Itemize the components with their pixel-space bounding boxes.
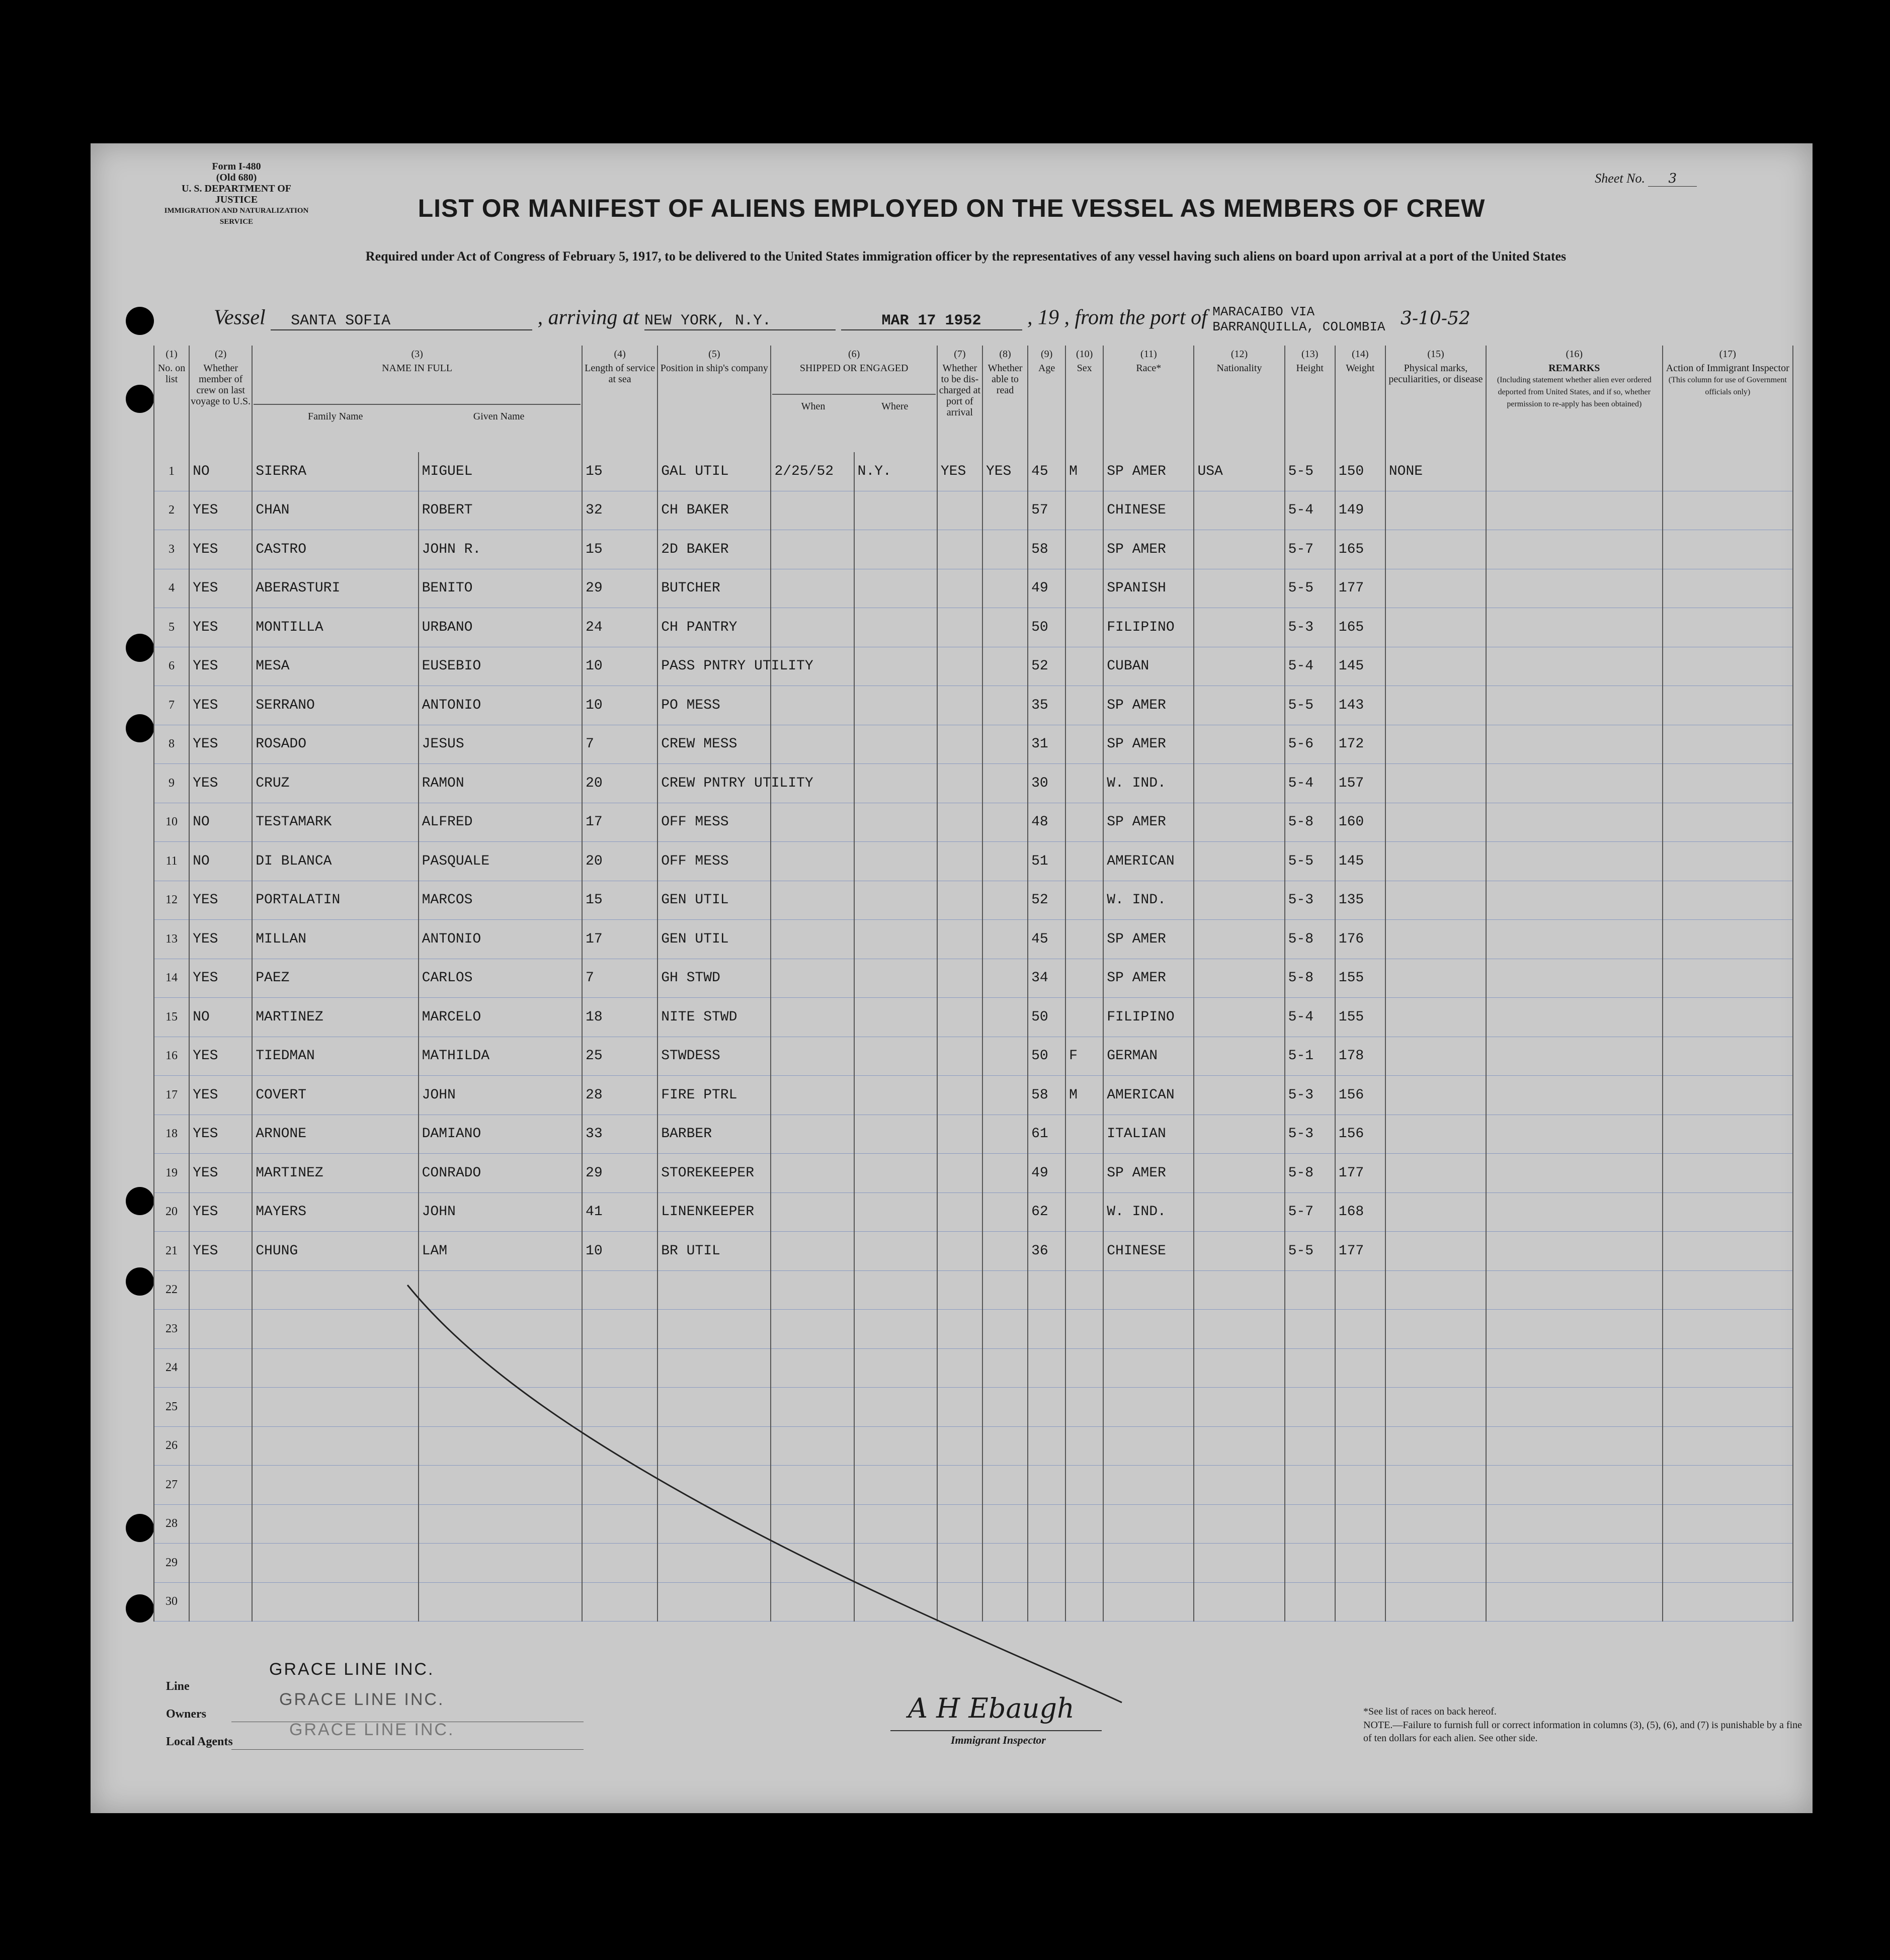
cell-length-of-service: 29 — [582, 1154, 658, 1193]
local-agents-label: Local Agents — [166, 1735, 233, 1748]
page-title: LIST OR MANIFEST OF ALIENS EMPLOYED ON THE VESSEL AS MEMBERS OF CREW — [418, 194, 1486, 222]
cell-position: BUTCHER — [658, 569, 771, 608]
cell-position: FIRE PTRL — [658, 1076, 771, 1115]
cell-list-number: 21 — [154, 1232, 189, 1271]
cell-family-name: MESA — [252, 647, 418, 686]
cell-given-name: MARCOS — [419, 881, 582, 920]
cell-list-number: 25 — [154, 1388, 189, 1427]
page-subtitle: Required under Act of Congress of February 5, 1917, to be delivered to the United States immigration officer by the representatives of any vessel having such aliens on board upon arrival at a port of the United States — [365, 249, 1567, 264]
cell-position: 2D BAKER — [658, 530, 771, 569]
cell-list-number: 15 — [154, 998, 189, 1037]
cell-nationality: USA — [1194, 452, 1284, 491]
header-height: (13) Height — [1285, 346, 1335, 452]
cell-position: LINENKEEPER — [658, 1192, 771, 1232]
cell-previous-voyage: YES — [189, 1232, 252, 1271]
cell-given-name: LAM — [419, 1232, 582, 1271]
cell-age: 48 — [1028, 803, 1065, 842]
cell-height: 5-5 — [1285, 686, 1335, 725]
cell-given-name: CARLOS — [419, 959, 582, 998]
cell-family-name: MILLAN — [252, 920, 418, 959]
cell-length-of-service: 7 — [582, 725, 658, 764]
cell-given-name: ROBERT — [419, 491, 582, 530]
header-discharged: (7) Whether to be dis-charged at port of arrival — [937, 346, 982, 452]
cell-race: SP AMER — [1103, 686, 1194, 725]
cell-previous-voyage: YES — [189, 959, 252, 998]
header-weight: (14) Weight — [1335, 346, 1385, 452]
cell-previous-voyage: YES — [189, 920, 252, 959]
cell-family-name: SERRANO — [252, 686, 418, 725]
cell-height: 5-5 — [1285, 452, 1335, 491]
cell-height: 5-1 — [1285, 1037, 1335, 1076]
cell-race: CHINESE — [1103, 1232, 1194, 1271]
cell-race: ITALIAN — [1103, 1115, 1194, 1154]
cell-list-number: 12 — [154, 881, 189, 920]
header-given-name: Given Name — [473, 411, 525, 422]
cell-length-of-service: 41 — [582, 1192, 658, 1232]
cell-weight: 177 — [1335, 1232, 1385, 1271]
cell-given-name: JOHN — [419, 1076, 582, 1115]
cell-position: GH STWD — [658, 959, 771, 998]
cell-position: STOREKEEPER — [658, 1154, 771, 1193]
cell-family-name: MARTINEZ — [252, 998, 418, 1037]
cell-given-name: MATHILDA — [419, 1037, 582, 1076]
cell-family-name: SIERRA — [252, 452, 418, 491]
cell-height: 5-4 — [1285, 647, 1335, 686]
cell-previous-voyage: NO — [189, 842, 252, 881]
header-inspector-action: (17) Action of Immigrant Inspector (This column for use of Government officials only) — [1663, 346, 1793, 452]
cell-position: OFF MESS — [658, 842, 771, 881]
cell-length-of-service: 20 — [582, 842, 658, 881]
cell-previous-voyage: YES — [189, 1076, 252, 1115]
cell-race: SP AMER — [1103, 1154, 1194, 1193]
header-where: Where — [881, 401, 909, 412]
cell-family-name: TIEDMAN — [252, 1037, 418, 1076]
cell-weight: 160 — [1335, 803, 1385, 842]
cell-family-name: DI BLANCA — [252, 842, 418, 881]
cell-sex: M — [1065, 1076, 1103, 1115]
cell-position: CREW MESS — [658, 725, 771, 764]
cell-family-name: COVERT — [252, 1076, 418, 1115]
cell-race: SP AMER — [1103, 959, 1194, 998]
signature-underline — [890, 1730, 1102, 1731]
cell-list-number: 16 — [154, 1037, 189, 1076]
cell-given-name: RAMON — [419, 764, 582, 803]
cell-family-name: TESTAMARK — [252, 803, 418, 842]
cell-family-name: CHAN — [252, 491, 418, 530]
header-nationality: (12) Nationality — [1194, 346, 1284, 452]
cell-physical-marks: NONE — [1385, 452, 1486, 491]
cell-race: SP AMER — [1103, 803, 1194, 842]
agents-underline — [231, 1749, 584, 1750]
cell-list-number: 10 — [154, 803, 189, 842]
cell-list-number: 3 — [154, 530, 189, 569]
cell-length-of-service: 10 — [582, 686, 658, 725]
cell-family-name: CASTRO — [252, 530, 418, 569]
cell-weight: 178 — [1335, 1037, 1385, 1076]
cell-shipped-when: 2/25/52 — [771, 452, 854, 491]
cell-previous-voyage: YES — [189, 1154, 252, 1193]
cell-previous-voyage: NO — [189, 452, 252, 491]
cell-age: 50 — [1028, 1037, 1065, 1076]
cell-list-number: 30 — [154, 1582, 189, 1622]
cell-race: W. IND. — [1103, 1192, 1194, 1232]
cell-list-number: 29 — [154, 1544, 189, 1583]
cell-height: 5-5 — [1285, 569, 1335, 608]
cell-length-of-service: 17 — [582, 920, 658, 959]
header-shipped-or-engaged: (6) SHIPPED OR ENGAGED When Where — [771, 346, 937, 452]
header-previous-voyage: (2) Whether member of crew on last voyage to U.S. — [189, 346, 252, 452]
cell-given-name: BENITO — [419, 569, 582, 608]
cell-family-name: MARTINEZ — [252, 1154, 418, 1193]
cell-age: 49 — [1028, 1154, 1065, 1193]
cell-age: 45 — [1028, 920, 1065, 959]
cell-discharged: YES — [937, 452, 982, 491]
cell-weight: 150 — [1335, 452, 1385, 491]
cell-age: 58 — [1028, 1076, 1065, 1115]
cell-position: CH PANTRY — [658, 608, 771, 647]
year-label: , 19 — [1027, 306, 1059, 329]
cell-weight: 157 — [1335, 764, 1385, 803]
cell-previous-voyage: YES — [189, 530, 252, 569]
cell-weight: 177 — [1335, 569, 1385, 608]
cell-given-name: JESUS — [419, 725, 582, 764]
cell-given-name: CONRADO — [419, 1154, 582, 1193]
cell-age: 61 — [1028, 1115, 1065, 1154]
cell-weight: 177 — [1335, 1154, 1385, 1193]
vessel-name: SANTA SOFIA — [271, 312, 532, 330]
cell-height: 5-7 — [1285, 1192, 1335, 1232]
cell-length-of-service: 24 — [582, 608, 658, 647]
arrival-date: MAR 17 1952 — [841, 312, 1022, 330]
cell-age: 50 — [1028, 608, 1065, 647]
cell-list-number: 17 — [154, 1076, 189, 1115]
cell-length-of-service: 15 — [582, 452, 658, 491]
cell-race: SP AMER — [1103, 530, 1194, 569]
header-sex: (10) Sex — [1065, 346, 1103, 452]
cell-length-of-service: 25 — [582, 1037, 658, 1076]
cell-family-name: ABERASTURI — [252, 569, 418, 608]
cell-family-name: CRUZ — [252, 764, 418, 803]
penalty-note: NOTE.—Failure to furnish full or correct information in columns (3), (5), (6), and (7) is punishable by a fine of ten dollars for each alien. See other side. — [1363, 1720, 1802, 1744]
cell-age: 58 — [1028, 530, 1065, 569]
cell-height: 5-8 — [1285, 920, 1335, 959]
cell-length-of-service: 17 — [582, 803, 658, 842]
departure-port-line2: BARRANQUILLA, COLOMBIA — [1212, 319, 1385, 334]
cell-position: PASS PNTRY UTILITY — [658, 647, 771, 686]
cell-weight: 135 — [1335, 881, 1385, 920]
cell-position: CREW PNTRY UTILITY — [658, 764, 771, 803]
cell-age: 52 — [1028, 647, 1065, 686]
header-name-in-full: (3) NAME IN FULL Family Name Given Name — [252, 346, 582, 452]
cell-family-name: ARNONE — [252, 1115, 418, 1154]
cell-age: 35 — [1028, 686, 1065, 725]
vessel-label: Vessel — [214, 306, 266, 329]
manifest-sheet — [91, 143, 1813, 1813]
cell-weight: 149 — [1335, 491, 1385, 530]
cell-previous-voyage: YES — [189, 569, 252, 608]
cell-age: 31 — [1028, 725, 1065, 764]
cell-race: SP AMER — [1103, 452, 1194, 491]
cell-list-number: 20 — [154, 1192, 189, 1232]
cell-shipped-where: N.Y. — [854, 452, 937, 491]
cell-height: 5-4 — [1285, 491, 1335, 530]
departure-port-line1: MARACAIBO VIA — [1212, 304, 1315, 319]
service-name: IMMIGRATION AND NATURALIZATION SERVICE — [164, 207, 309, 226]
cell-length-of-service: 29 — [582, 569, 658, 608]
cell-list-number: 4 — [154, 569, 189, 608]
cell-list-number: 8 — [154, 725, 189, 764]
cell-age: 30 — [1028, 764, 1065, 803]
cell-list-number: 1 — [154, 452, 189, 491]
header-list-number: (1) No. on list — [154, 346, 189, 452]
header-physical-marks: (15) Physical marks, peculiarities, or disease — [1385, 346, 1486, 452]
inspector-signature: A H Ebaugh — [908, 1692, 1075, 1724]
form-number: Form I-480 — [212, 161, 261, 172]
cell-age: 51 — [1028, 842, 1065, 881]
cell-age: 45 — [1028, 452, 1065, 491]
cell-given-name: EUSEBIO — [419, 647, 582, 686]
cell-list-number: 2 — [154, 491, 189, 530]
cell-race: W. IND. — [1103, 881, 1194, 920]
cell-length-of-service: 33 — [582, 1115, 658, 1154]
cell-list-number: 26 — [154, 1426, 189, 1466]
header-length-of-service: (4) Length of service at sea — [582, 346, 658, 452]
arriving-label: , arriving at — [537, 306, 639, 329]
cell-race: SP AMER — [1103, 920, 1194, 959]
cell-race: GERMAN — [1103, 1037, 1194, 1076]
cell-previous-voyage: YES — [189, 647, 252, 686]
cell-given-name: DAMIANO — [419, 1115, 582, 1154]
cell-previous-voyage: YES — [189, 1037, 252, 1076]
cell-family-name: CHUNG — [252, 1232, 418, 1271]
cell-list-number: 27 — [154, 1466, 189, 1505]
header-remarks: (16) REMARKS (Including statement whether alien ever ordered deported from United States, and if so, whether permission to re-apply has been obtained) — [1486, 346, 1662, 452]
cell-race: FILIPINO — [1103, 608, 1194, 647]
cell-height: 5-5 — [1285, 842, 1335, 881]
cell-position: PO MESS — [658, 686, 771, 725]
cell-race: FILIPINO — [1103, 998, 1194, 1037]
cell-given-name: URBANO — [419, 608, 582, 647]
cell-family-name: ROSADO — [252, 725, 418, 764]
cell-previous-voyage: NO — [189, 998, 252, 1037]
cell-weight: 155 — [1335, 998, 1385, 1037]
cell-weight: 156 — [1335, 1115, 1385, 1154]
cell-position: CH BAKER — [658, 491, 771, 530]
cell-position: STWDESS — [658, 1037, 771, 1076]
cell-length-of-service: 15 — [582, 530, 658, 569]
cell-position: NITE STWD — [658, 998, 771, 1037]
cell-weight: 176 — [1335, 920, 1385, 959]
cell-age: 62 — [1028, 1192, 1065, 1232]
cell-age: 50 — [1028, 998, 1065, 1037]
cell-height: 5-8 — [1285, 803, 1335, 842]
cell-weight: 143 — [1335, 686, 1385, 725]
cell-list-number: 13 — [154, 920, 189, 959]
cell-previous-voyage: YES — [189, 725, 252, 764]
cell-race: W. IND. — [1103, 764, 1194, 803]
cell-previous-voyage: YES — [189, 1115, 252, 1154]
cell-length-of-service: 15 — [582, 881, 658, 920]
cell-list-number: 22 — [154, 1270, 189, 1310]
cell-position: BR UTIL — [658, 1232, 771, 1271]
cell-weight: 168 — [1335, 1192, 1385, 1232]
cell-age: 57 — [1028, 491, 1065, 530]
cell-position: BARBER — [658, 1115, 771, 1154]
cell-weight: 165 — [1335, 608, 1385, 647]
cell-list-number: 18 — [154, 1115, 189, 1154]
cell-length-of-service: 20 — [582, 764, 658, 803]
cell-height: 5-4 — [1285, 998, 1335, 1037]
cell-age: 34 — [1028, 959, 1065, 998]
cell-weight: 156 — [1335, 1076, 1385, 1115]
cell-given-name: JOHN — [419, 1192, 582, 1232]
header-position: (5) Position in ship's company — [658, 346, 771, 452]
cell-race: SPANISH — [1103, 569, 1194, 608]
cell-age: 36 — [1028, 1232, 1065, 1271]
cell-race: AMERICAN — [1103, 1076, 1194, 1115]
cell-sex: M — [1065, 452, 1103, 491]
header-when: When — [801, 401, 826, 412]
owners-label: Owners — [166, 1708, 206, 1721]
cell-height: 5-6 — [1285, 725, 1335, 764]
cell-height: 5-3 — [1285, 1076, 1335, 1115]
cell-race: CHINESE — [1103, 491, 1194, 530]
cell-length-of-service: 10 — [582, 647, 658, 686]
cell-position: GEN UTIL — [658, 881, 771, 920]
sheet-number-value: 3 — [1648, 171, 1697, 187]
cell-list-number: 5 — [154, 608, 189, 647]
cell-age: 49 — [1028, 569, 1065, 608]
footer — [166, 1657, 1802, 1788]
local-agents-stamp: GRACE LINE INC. — [289, 1720, 455, 1739]
cell-height: 5-3 — [1285, 881, 1335, 920]
cell-previous-voyage: NO — [189, 803, 252, 842]
header-family-name: Family Name — [307, 411, 363, 422]
arrival-port: NEW YORK, N.Y. — [644, 312, 836, 330]
header-race: (11) Race* — [1103, 346, 1194, 452]
cell-given-name: ALFRED — [419, 803, 582, 842]
cell-position: GEN UTIL — [658, 920, 771, 959]
cell-list-number: 6 — [154, 647, 189, 686]
cell-list-number: 14 — [154, 959, 189, 998]
cell-family-name: PORTALATIN — [252, 881, 418, 920]
owners-stamp: GRACE LINE INC. — [279, 1690, 445, 1709]
cell-given-name: MIGUEL — [419, 452, 582, 491]
cell-race: SP AMER — [1103, 725, 1194, 764]
line-label: Line — [166, 1680, 190, 1693]
cell-previous-voyage: YES — [189, 491, 252, 530]
cancellation-line — [91, 143, 1813, 1813]
cell-weight: 172 — [1335, 725, 1385, 764]
inspector-label: Immigrant Inspector — [951, 1734, 1046, 1746]
cell-length-of-service: 28 — [582, 1076, 658, 1115]
cell-race: CUBAN — [1103, 647, 1194, 686]
cell-list-number: 9 — [154, 764, 189, 803]
cell-able-to-read: YES — [982, 452, 1028, 491]
cell-height: 5-8 — [1285, 959, 1335, 998]
header-age: (9) Age — [1028, 346, 1065, 452]
cell-length-of-service: 7 — [582, 959, 658, 998]
cell-weight: 145 — [1335, 647, 1385, 686]
cell-height: 5-3 — [1285, 1115, 1335, 1154]
cell-height: 5-3 — [1285, 608, 1335, 647]
cell-age: 52 — [1028, 881, 1065, 920]
cell-position: GAL UTIL — [658, 452, 771, 491]
cell-weight: 155 — [1335, 959, 1385, 998]
race-note: *See list of races on back hereof. — [1363, 1706, 1497, 1717]
cell-height: 5-8 — [1285, 1154, 1335, 1193]
form-old-number: (Old 680) — [216, 172, 257, 183]
cell-list-number: 23 — [154, 1310, 189, 1349]
cell-sex: F — [1065, 1037, 1103, 1076]
from-port-label: , from the port of — [1064, 306, 1207, 329]
cell-given-name: ANTONIO — [419, 686, 582, 725]
cell-list-number: 28 — [154, 1504, 189, 1544]
cell-family-name: PAEZ — [252, 959, 418, 998]
cell-previous-voyage: YES — [189, 764, 252, 803]
cell-race: AMERICAN — [1103, 842, 1194, 881]
cell-height: 5-4 — [1285, 764, 1335, 803]
cell-list-number: 7 — [154, 686, 189, 725]
cell-given-name: JOHN R. — [419, 530, 582, 569]
cell-previous-voyage: YES — [189, 1192, 252, 1232]
cell-given-name: ANTONIO — [419, 920, 582, 959]
handwritten-date: 3-10-52 — [1401, 308, 1470, 329]
cell-family-name: MONTILLA — [252, 608, 418, 647]
cell-height: 5-5 — [1285, 1232, 1335, 1271]
line-stamp: GRACE LINE INC. — [269, 1660, 435, 1679]
cell-list-number: 24 — [154, 1348, 189, 1388]
cell-length-of-service: 32 — [582, 491, 658, 530]
cell-previous-voyage: YES — [189, 686, 252, 725]
cell-list-number: 19 — [154, 1154, 189, 1193]
cell-height: 5-7 — [1285, 530, 1335, 569]
cell-given-name: MARCELO — [419, 998, 582, 1037]
department-name: U. S. DEPARTMENT OF JUSTICE — [181, 183, 292, 205]
header-able-to-read: (8) Whether able to read — [982, 346, 1028, 452]
cell-length-of-service: 18 — [582, 998, 658, 1037]
cell-previous-voyage: YES — [189, 881, 252, 920]
cell-given-name: PASQUALE — [419, 842, 582, 881]
cell-weight: 145 — [1335, 842, 1385, 881]
sheet-number-label: Sheet No. — [1595, 171, 1645, 186]
cell-weight: 165 — [1335, 530, 1385, 569]
cell-family-name: MAYERS — [252, 1192, 418, 1232]
cell-list-number: 11 — [154, 842, 189, 881]
cell-position: OFF MESS — [658, 803, 771, 842]
cell-length-of-service: 10 — [582, 1232, 658, 1271]
cell-previous-voyage: YES — [189, 608, 252, 647]
